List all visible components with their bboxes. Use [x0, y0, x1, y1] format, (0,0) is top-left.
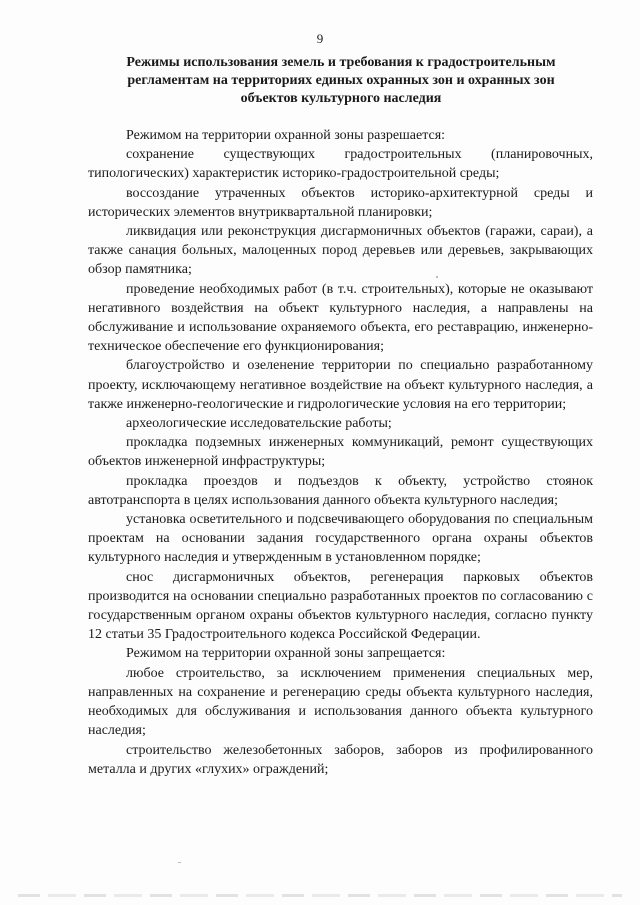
paragraph: строительство железобетонных заборов, заборов из профилированного металла и других «глухих» ограждений;: [88, 742, 593, 777]
paragraph: сохранение существующих градостроительных (планировочных, типологических) характеристик историко-градостроительной среды;: [88, 147, 593, 182]
paragraph: прокладка проездов и подъездов к объекту, устройство стоянок автотранспорта в целях использования данного объекта культурного наследия;: [88, 473, 593, 508]
title-line: Режимы использования земель и требования к градостроительным: [126, 55, 556, 70]
title-line: объектов культурного наследия: [240, 91, 442, 106]
scan-artifact: [18, 894, 622, 897]
paragraph: прокладка подземных инженерных коммуникаций, ремонт существующих объектов инженерной инфраструктуры;: [88, 435, 593, 470]
paragraph: благоустройство и озеленение территории по специально разработанному проекту, исключающему негативное воздействие на объект культурного наследия, а также инженерно-геологические и гидрологические условия на его территории;: [88, 358, 593, 412]
paragraph-prohibited-heading: Режимом на территории охранной зоны запрещается:: [126, 646, 446, 662]
scan-artifact: [436, 276, 438, 278]
title-line: регламентам на территориях единых охранных зон и охранных зон: [127, 73, 555, 88]
document-title: [96, 54, 586, 108]
page-number: 9: [316, 31, 324, 46]
paragraph: установка осветительного и подсвечивающего оборудования по специальным проектам на основании задания государственного органа охраны объектов культурного наследия и утвержденным в установленном порядке;: [88, 512, 593, 566]
paragraph: проведение необходимых работ (в т.ч. строительных), которые не оказывают негативного воздействия на объект культурного наследия, а направлены на обслуживание и использование охраняемого объекта, его реставрацию, инженерно-техническое обеспечение его функционирования;: [88, 281, 593, 355]
paragraph: снос дисгармоничных объектов, регенерация парковых объектов производится на основании специально разработанных проектов по согласованию с государственным органом охраны объектов культурного наследия, согласно пункту 12 статьи 35 Градостроительного кодекса Российской Федерации.: [88, 569, 593, 643]
paragraph: археологические исследовательские работы;: [126, 416, 392, 432]
paragraph: любое строительство, за исключением применения специальных мер, направленных на сохранение и регенерацию среды объекта культурного наследия, необходимых для обслуживания и использования данного объекта культурного наследия;: [88, 665, 593, 739]
document-body: [88, 124, 593, 779]
paragraph: воссоздание утраченных объектов историко-архитектурной среды и исторических элементов внутриквартальной планировки;: [88, 185, 593, 220]
paragraph: ликвидация или реконструкция дисгармоничных объектов (гаражи, сараи), а также санация больных, малоценных пород деревьев или деревьев, закрывающих обзор памятника;: [88, 224, 593, 278]
scan-artifact: [178, 862, 181, 863]
paragraph-permitted-heading: Режимом на территории охранной зоны разрешается:: [126, 128, 446, 143]
